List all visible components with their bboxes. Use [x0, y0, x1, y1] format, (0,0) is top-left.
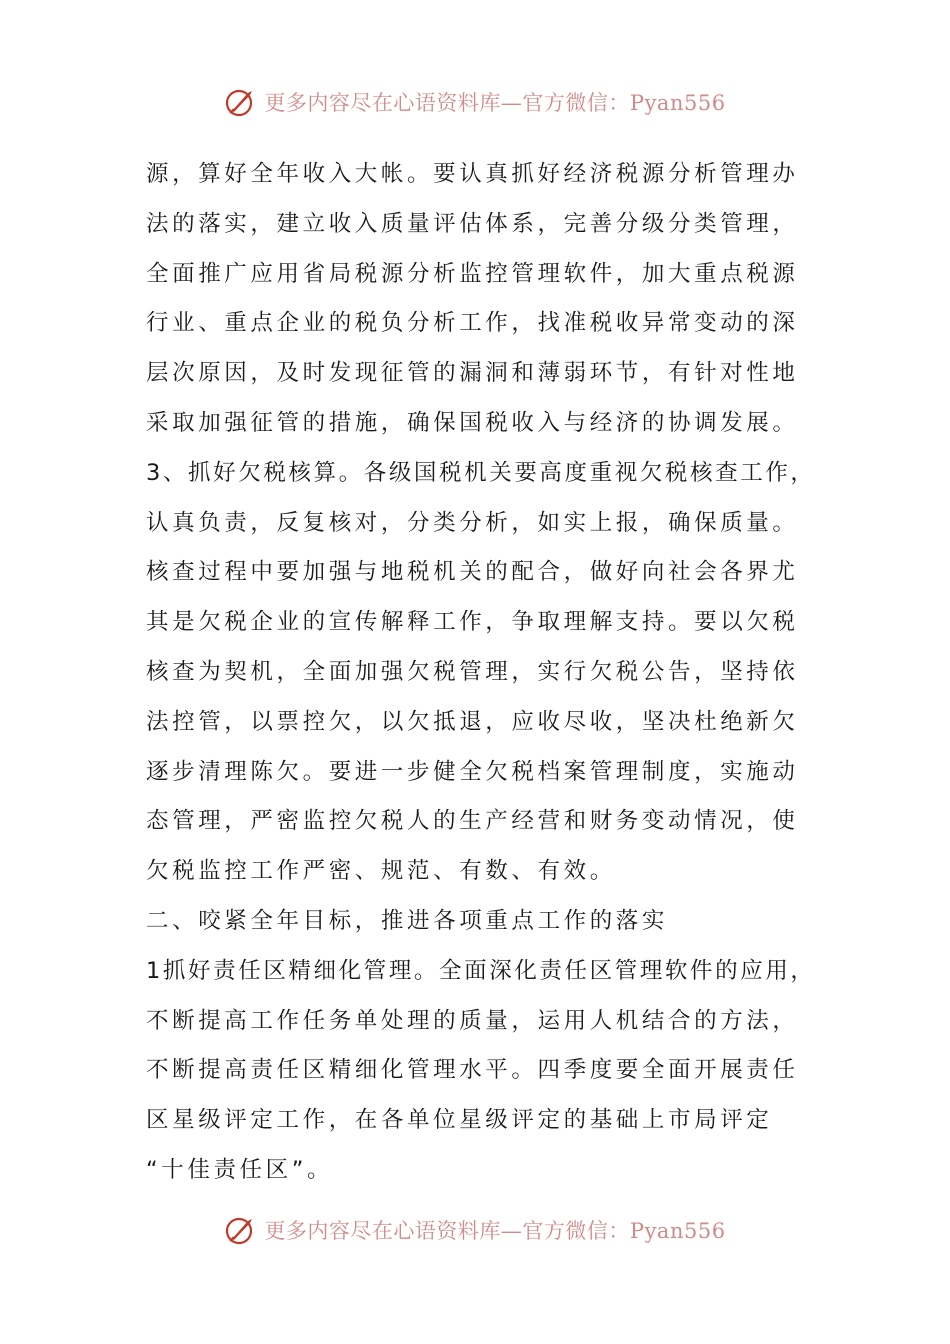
body-line: 不断提高工作任务单处理的质量，运用人机结合的方法， — [146, 1007, 799, 1034]
body-line: 采取加强征管的措施，确保国税收入与经济的协调发展。 — [146, 409, 799, 436]
body-line: 欠税监控工作严密、规范、有数、有效。 — [146, 858, 616, 885]
body-line: 全面推广应用省局税源分析监控管理软件，加大重点税源 — [146, 260, 799, 287]
body-line: 法控管，以票控欠，以欠抵退，应收尽收，坚决杜绝新欠 — [146, 708, 799, 735]
body-line: 层次原因，及时发现征管的漏洞和薄弱环节，有针对性地 — [146, 360, 799, 387]
document-body — [146, 150, 826, 1196]
body-line: 逐步清理陈欠。要进一步健全欠税档案管理制度，实施动 — [146, 758, 799, 785]
watermark-text: 更多内容尽在心语资料库—官方微信：Pyan556 — [264, 91, 726, 115]
body-line: 认真负责，反复核对，分类分析，如实上报，确保质量。 — [146, 509, 799, 536]
body-line: 1抓好责任区精细化管理。全面深化责任区管理软件的应用， — [146, 957, 816, 984]
quill-pen-seal-icon — [224, 1213, 258, 1247]
body-line: 核查过程中要加强与地税机关的配合，做好向社会各界尤 — [146, 559, 799, 586]
watermark-text: 更多内容尽在心语资料库—官方微信：Pyan556 — [264, 1219, 726, 1243]
body-line: 源，算好全年收入大帐。要认真抓好经济税源分析管理办 — [146, 161, 799, 187]
body-line: 其是欠税企业的宣传解释工作，争取理解支持。要以欠税 — [146, 609, 799, 636]
body-line: 不断提高责任区精细化管理水平。四季度要全面开展责任 — [146, 1057, 799, 1084]
body-line: 行业、重点企业的税负分析工作，找准税收异常变动的深 — [146, 310, 799, 337]
body-line: 态管理，严密监控欠税人的生产经营和财务变动情况，使 — [146, 808, 799, 835]
section-heading: 二、咬紧全年目标，推进各项重点工作的落实 — [146, 907, 669, 934]
body-line: 核查为契机，全面加强欠税管理，实行欠税公告，坚持依 — [146, 658, 799, 685]
quill-pen-seal-icon — [224, 85, 258, 119]
body-line: “十佳责任区”。 — [146, 1156, 334, 1183]
header-watermark — [0, 82, 950, 122]
body-line: 法的落实，建立收入质量评估体系，完善分级分类管理， — [146, 210, 799, 237]
body-line: 区星级评定工作，在各单位星级评定的基础上市局评定 — [146, 1107, 773, 1134]
footer-watermark — [0, 1210, 950, 1250]
body-line: 3、抓好欠税核算。各级国税机关要高度重视欠税核查工作， — [146, 459, 816, 486]
